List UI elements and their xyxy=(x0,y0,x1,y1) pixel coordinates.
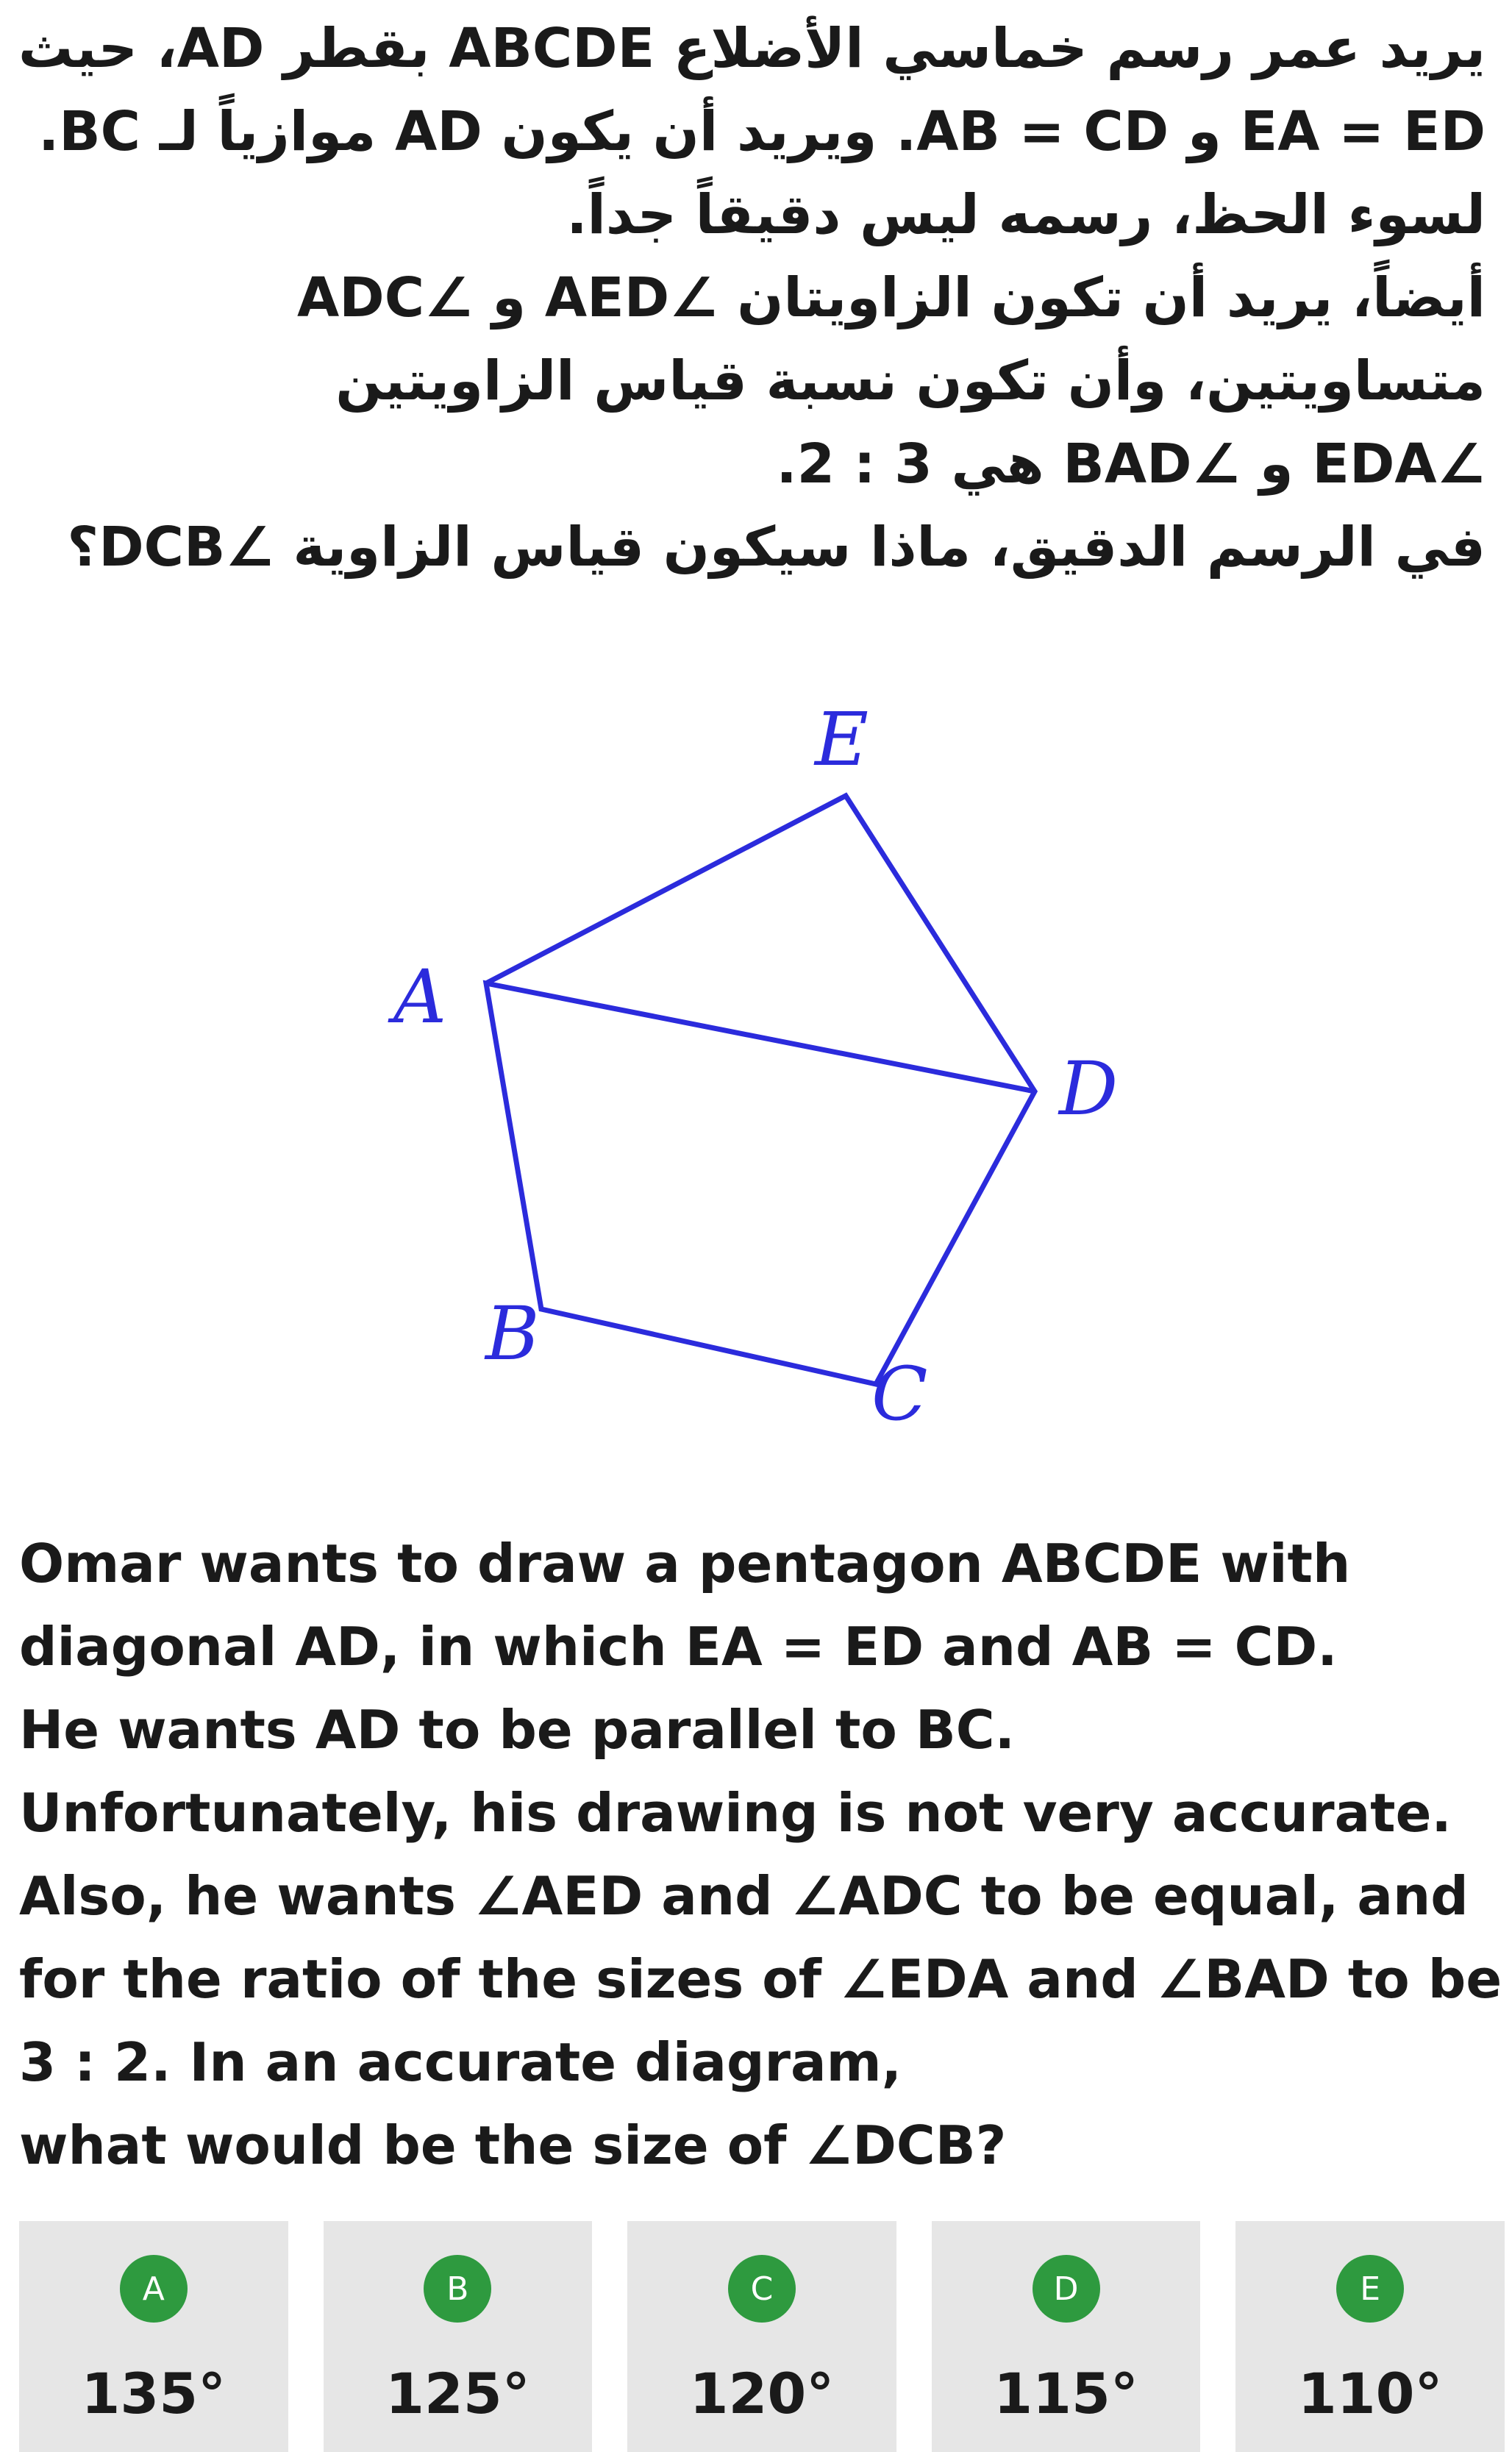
question-en-line: He wants AD to be parallel to BC. xyxy=(19,1699,1015,1761)
option-value: 125° xyxy=(385,2361,530,2426)
pentagon-diagram xyxy=(0,662,1512,1434)
question-en-line: what would be the size of ∠DCB? xyxy=(19,2114,1007,2176)
answer-options xyxy=(19,2221,1505,2452)
vertex-label-b: B xyxy=(485,1291,540,1377)
option-value: 135° xyxy=(81,2361,227,2426)
question-en-line: for the ratio of the sizes of ∠EDA and ∠BAD to be xyxy=(19,1948,1502,2010)
question-ar-line: لسوء الحظ، رسمه ليس دقيقاً جداً. xyxy=(566,183,1486,246)
option-badge: A xyxy=(120,2255,188,2323)
option-e[interactable] xyxy=(1235,2221,1505,2452)
question-en-line: Also, he wants ∠AED and ∠ADC to be equal, and xyxy=(19,1865,1469,1927)
question-ar-line: أيضاً، يريد أن تكون الزاويتان ∠AED و ∠ADC xyxy=(297,266,1486,329)
question-ar-line: ∠EDA و ∠BAD هي 3 : 2. xyxy=(776,432,1486,496)
question-arabic xyxy=(18,7,1486,589)
question-en-line: 3 : 2. In an accurate diagram, xyxy=(19,2031,902,2093)
question-en-line: Unfortunately, his drawing is not very accurate. xyxy=(19,1782,1452,1844)
option-badge: B xyxy=(424,2255,491,2323)
question-english xyxy=(19,1522,1502,2187)
option-b[interactable] xyxy=(324,2221,593,2452)
option-badge: D xyxy=(1033,2255,1100,2323)
question-en-line: diagonal AD, in which EA = ED and AB = CD. xyxy=(19,1616,1338,1678)
option-a[interactable] xyxy=(19,2221,288,2452)
vertex-label-a: A xyxy=(393,954,447,1040)
question-ar-line: في الرسم الدقيق، ماذا سيكون قياس الزاوية ∠DCB؟ xyxy=(67,516,1486,579)
pentagon-outline xyxy=(486,796,1035,1384)
option-d[interactable] xyxy=(932,2221,1201,2452)
option-value: 110° xyxy=(1297,2361,1443,2426)
question-ar-line: EA = ED و AB = CD. ويريد أن يكون AD موازياً لـ BC. xyxy=(38,100,1486,163)
option-value: 120° xyxy=(689,2361,835,2426)
option-value: 115° xyxy=(994,2361,1138,2426)
vertex-label-e: E xyxy=(815,696,869,783)
option-c[interactable] xyxy=(627,2221,896,2452)
option-badge: C xyxy=(728,2255,796,2323)
question-en-line: Omar wants to draw a pentagon ABCDE with xyxy=(19,1533,1351,1594)
question-ar-line: يريد عمر رسم خماسي الأضلاع ABCDE بقطر AD، حيث xyxy=(18,17,1486,80)
option-badge: E xyxy=(1336,2255,1404,2323)
question-ar-line: متساويتين، وأن تكون نسبة قياس الزاويتين xyxy=(335,349,1486,413)
vertex-label-d: D xyxy=(1059,1046,1119,1132)
vertex-label-c: C xyxy=(871,1351,928,1434)
